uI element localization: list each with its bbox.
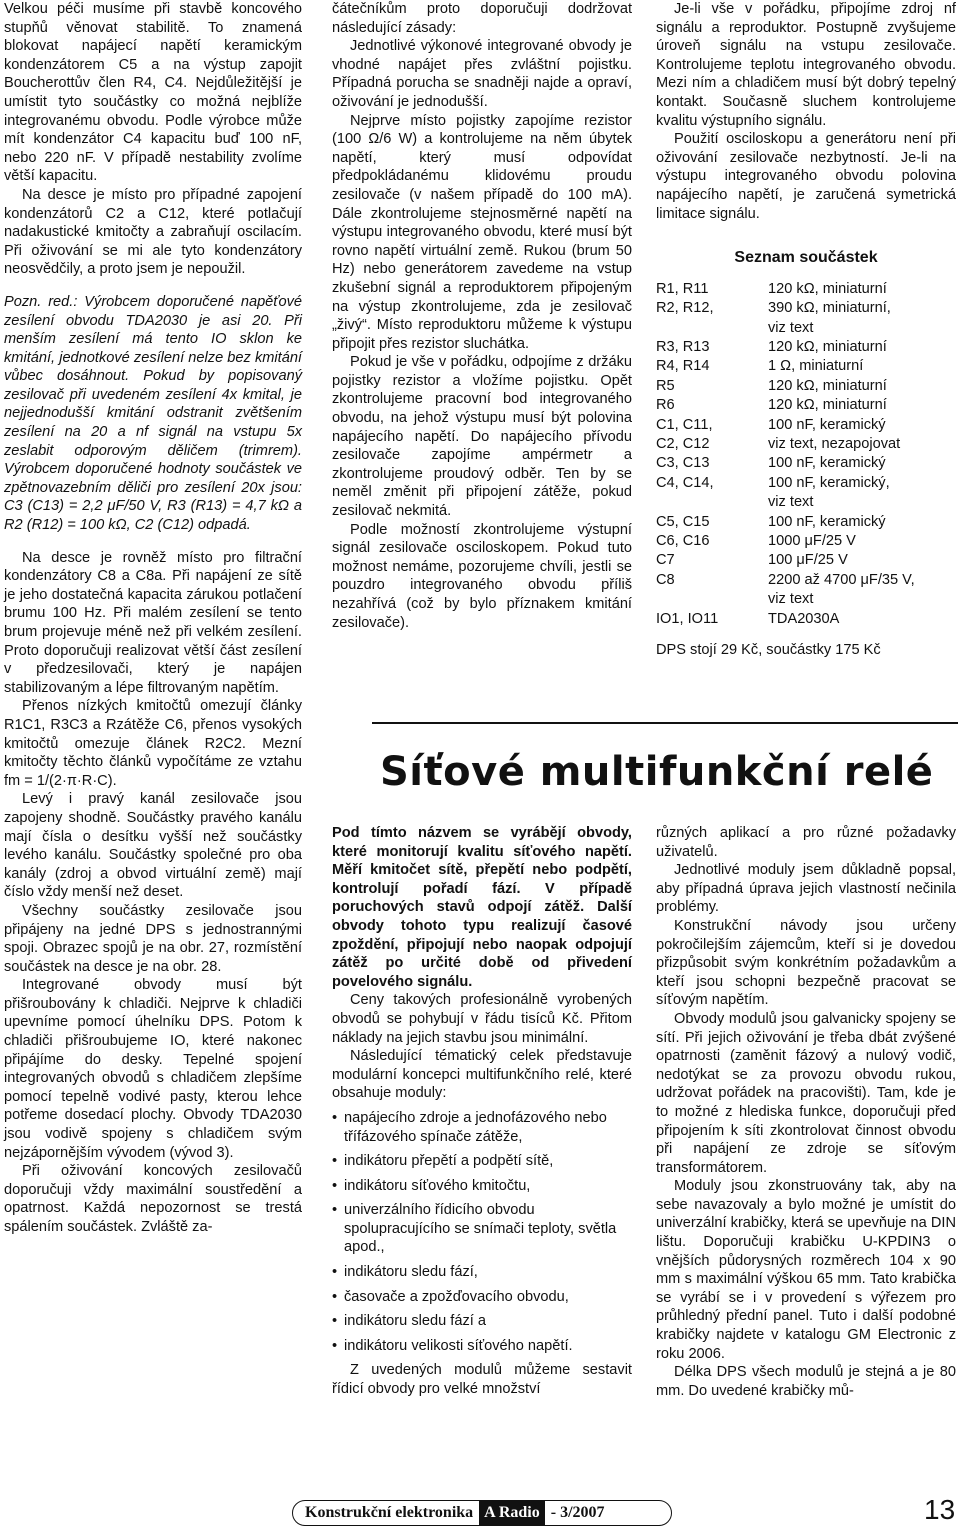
- part-value: viz text: [768, 319, 814, 336]
- part-value: 100 nF, keramický,: [768, 474, 890, 491]
- page-number: 13: [924, 1494, 956, 1525]
- part-ref: C8: [656, 571, 675, 588]
- paragraph: Na desce je místo pro případné zapojení kondenzátorů C2 a C12, které potlačují nadakustické kmitočty a zabraňují oscilacím. Při oživování se mi ale tyto kondenzátory neosvědčily, a proto jsem je nepoužil.: [4, 186, 302, 278]
- paragraph: Všechny součástky zesilovače jsou připájeny na jedné DPS s jednostrannými spoji. Obrazec spojů je na obr. 27, rozmístění součástek na desce je na obr. 28.: [4, 902, 302, 975]
- paragraph: Na desce je rovněž místo pro filtrační kondenzátory C8 a C8a. Při napájení ze sítě je jeho dostatečná kapacita zárukou potlačení brumu 100 Hz. Při malém zesílení se tento brum projevuje méně než při velkém zesílení. Proto doporučuji realizovat větší část zesílení v předzesilovači, který je napájen stabilizovaným a lépe filtrovaným napětím.: [4, 549, 302, 696]
- paragraph: různých aplikací a pro různé požadavky uživatelů.: [656, 825, 956, 860]
- footer-issue: - 3/2007: [550, 1504, 605, 1521]
- part-ref: C6, C16: [656, 533, 710, 549]
- paragraph: Velkou péči musíme při stavbě koncového stupňů věnovat stabilitě. To znamená blokovat napájecí napětí keramickým kondenzátorem C5 a na výstup zapojit Boucherottův člen R4, C4. Nejdůležitější je umístit tyto součástky co možná nejblíže integrovanému obvodu. Podle výrobce může mít kondenzátor C4 kapacitu buď 100 nF, nebo 220 nF. V případě nestability zvolíme větší kapacitu.: [4, 1, 302, 185]
- paragraph: Pokud je vše v pořádku, odpojíme z držáku pojistky rezistor a vložíme pojistku. Opět zkontrolujeme pracovní bod integrovaného obvodu, na jehož výstupu musí být polovina napájecího napětí. Do napájecího přívodu zesilovače zapojíme ampérmetr a zkontrolujeme proudový odběr. Ten by se neměl změnit při připojení zátěže, pokud zesilovač nekmitá.: [332, 354, 632, 520]
- paragraph: Délka DPS všech modulů je stejná a je 80 mm. Do uvedené krabičky mů-: [656, 1364, 956, 1399]
- part-ref: [656, 493, 768, 512]
- part-ref: R3, R13: [656, 338, 710, 355]
- paragraph: Levý i pravý kanál zesilovače jsou zapojeny shodně. Součástky pravého kanálu mají čísla o desítku vyšší než součástky levého kanálu. Součástky společné pro oba kanály (zdroj a obvod virtuální země) mají číslo vždy menší než deset.: [4, 791, 302, 901]
- part-value: 120 kΩ, miniaturní: [768, 397, 887, 414]
- paragraph: Nejprve místo pojistky zapojíme rezistor (100 Ω/6 W) a kontrolujeme na něm úbytek napětí, který musí odpovídat předpokládanému klidovému proudu zesilovače (v našem případě do 100 mA). Dále zkontrolujeme stejnosměrné napětí na výstupu integrovaného obvodu, které musí být rovno napětí virtuální země. Rukou (brum 50 Hz) nebo generátorem zavedeme na vstup zkušební signál a reproduktorem připojeným na výstup zkontrolujeme, zda je zesilovač „živý“. Místo reproduktoru můžeme k výstupu připojit přes rezistor sluchátka.: [332, 112, 632, 352]
- part-value: viz text, nezapojovat: [768, 435, 901, 452]
- footer-magazine-name: Konstrukční elektronika: [305, 1504, 474, 1521]
- part-value: 100 nF, keramický: [768, 455, 886, 472]
- price-note: DPS stojí 29 Kč, součástky 175 Kč: [656, 642, 881, 659]
- part-ref: C1, C11,: [656, 416, 713, 433]
- paragraph: Přenos nízkých kmitočtů omezují články R1C1, R3C3 a Rzátěže C6, přenos vysokých kmitočtů omezuje článek R2C2. Mezní kmitočty těchto článků vypočítáme ze vztahu fm = 1/(2·π·R·C).: [4, 698, 302, 789]
- list-item: • indikátoru sledu fází a: [332, 1312, 632, 1331]
- part-ref: R4, R14: [656, 358, 710, 375]
- parts-list: [656, 280, 956, 629]
- list-item: • indikátoru velikosti síťového napětí.: [332, 1337, 632, 1356]
- footer-box: [292, 1500, 672, 1526]
- paragraph: Obvody modulů jsou galvanicky spojeny se sítí. Při jejich oživování je třeba dbát zvýšené opatrnosti (zaměnit fázový a nulový vodič, nedotýkat se za provozu obvodu rukou, udržovat pořádek na pracovišti). Tam, kde je to možné z hlediska funkce, doporučuji před připojením k síti zkontrolovat činnost obvodu při napájení ze zdroje se síťovým transformátorem.: [656, 1010, 956, 1176]
- footer-magazine-brand: A Radio: [479, 1501, 545, 1525]
- editor-note: Pozn. red.: Výrobcem doporučené napěťové zesílení obvodu TDA2030 je asi 20. Při menším zesílení má tento IO sklon ke kmitání, jednotkové zesílení nelze bez kmitání vůbec dosáhnout. Pokud by popisovaný zesilovač při uvedeném zesílení 4x kmital, je nejjednodušší kmitání odstranit zvětšením zesílení na 20 a nf signál na vstupu 5x zeslabit odporovým děličem (trimrem). Výrobcem doporučené hodnoty součástek ve zpětnovazebním děliči pro zesílení 20x jsou: C3 (C13) = 2,2 μF/50 V, R3 (R13) = 4,7 kΩ a R2 (R12) = 100 kΩ, C2 (C12) odpadá.: [4, 293, 302, 534]
- paragraph: Podle možností zkontrolujeme výstupní signál zesilovače osciloskopem. Pokud tuto možnost nemáme, pozorujeme chvíli, jestli se pouzdro integrovaného obvodu příliš nezahřívá (což by bylo příznakem kmitání zesilovače).: [332, 521, 632, 631]
- part-value: TDA2030A: [768, 610, 840, 627]
- paragraph: Při oživování koncových zesilovačů doporučuji vždy maximální soustředění a opatrnost. Každá nepozornost se trestá spálením součástek. Zvláště za-: [4, 1163, 302, 1235]
- module-list: [332, 1109, 632, 1356]
- paragraph: Moduly jsou zkonstruovány tak, aby na sebe navazovaly a bylo možné je umístit do univerzální krabičky, která se upevňuje na DIN lištu. Doporučuji krabičku U-KPDIN3 o vnějších půdorysných rozměrech 104 x 90 mm s maximální výškou 65 mm. Tato krabička se vyrábí se i v provedení s výřezem pro průhledný přední panel. Tuto i další podobné krabičky najdete v katalogu GM Electronic z roku 2006.: [656, 1178, 956, 1362]
- part-value: 1 Ω, miniaturní: [768, 358, 864, 375]
- list-item: • indikátoru sledu fází,: [332, 1263, 632, 1282]
- column-2: [332, 0, 632, 632]
- list-item: • indikátoru síťového kmitočtu,: [332, 1177, 632, 1196]
- paragraph: Konstrukční návody jsou určeny pokročilejším zájemcům, kteří si je dovedou přizpůsobit svým konkrétním požadavkům a kteří jsou schopni bezpečně pracovat se síťovým napětím.: [656, 917, 956, 1009]
- part-value: viz text: [768, 591, 814, 608]
- part-ref: R2, R12,: [656, 300, 714, 317]
- part-value: 2200 až 4700 μF/35 V,: [768, 571, 915, 588]
- part-ref: R6: [656, 397, 675, 414]
- article-separator: [372, 722, 958, 724]
- part-ref: C2, C12: [656, 435, 710, 452]
- paragraph: Jednotlivé moduly jsem důkladně popsal, aby případná úprava jejich vlastností nečinila problémy.: [656, 862, 956, 916]
- part-ref: [656, 590, 768, 609]
- paragraph: Ceny takových profesionálně vyrobených obvodů se pohybují v řádu tisíců Kč. Přitom náklady na jejich stavbu jsou minimální.: [332, 992, 632, 1046]
- article-title: Síťové multifunkční relé: [380, 749, 934, 795]
- part-value: 1000 μF/25 V: [768, 533, 856, 549]
- part-value: viz text: [768, 494, 814, 511]
- part-ref: R5: [656, 377, 675, 394]
- paragraph: Následující tématický celek představuje modulární koncepci multifunkčního relé, které obsahuje moduly:: [332, 1048, 632, 1102]
- column-1: [4, 0, 302, 1237]
- part-ref: C4, C14,: [656, 474, 714, 491]
- list-item: • časovače a zpožďovacího obvodu,: [332, 1288, 632, 1307]
- part-value: 390 kΩ, miniaturní,: [768, 300, 891, 317]
- paragraph: čátečníkům proto doporučuji dodržovat následující zásady:: [332, 1, 632, 36]
- article-lead: Pod tímto názvem se vyrábějí obvody, které monitorují kvalitu síťového napětí. Měří kmitočet sítě, přepětí nebo podpětí, kontrolují pořadí fází. V případě poruchových stavů odpojí zátěž. Další obvody tohoto typu realizují časové zpoždění, připojují nebo naopak odpojují zátěž po určité době od přivedení povelového signálu.: [332, 825, 632, 990]
- part-ref: C3, C13: [656, 455, 710, 472]
- part-ref: [656, 319, 768, 338]
- part-value: 100 μF/25 V: [768, 552, 848, 569]
- paragraph: Integrované obvody musí být přišroubovány k chladiči. Nejprve k chladiči upevníme pomocí úhelníku DPS. Potom k chladiči přišroubujeme IO, které nakonec připájíme do desky. Tepelné spojení integrovaných obvodů s chladičem zlepšíme pomocí tepelně vodivé pasty, kterou lehce potřeme dosedací plochy. Obvody TDA2030 jsou vodivě spojeny s chladičem svým nejzápornějším vývodem (vývod 3).: [4, 977, 302, 1161]
- article-column-1: [332, 824, 632, 1399]
- part-value: 120 kΩ, miniaturní: [768, 377, 887, 394]
- paragraph: Jednotlivé výkonové integrované obvody je vhodné napájet přes zvláštní pojistku. Případná porucha se snadněji najde a opraví, oživování je jednodušší.: [332, 38, 632, 110]
- part-value: 100 nF, keramický: [768, 416, 886, 433]
- article-column-2: [656, 824, 956, 1400]
- part-value: 100 nF, keramický: [768, 513, 886, 530]
- paragraph: Z uvedených modulů můžeme sestavit řídicí obvody pro velké množství: [332, 1362, 632, 1398]
- parts-list-heading: Seznam součástek: [734, 249, 878, 267]
- part-ref: IO1, IO11: [656, 610, 719, 627]
- part-ref: C7: [656, 552, 675, 569]
- paragraph: Použití osciloskopu a generátoru není při oživování zesilovače nezbytností. Je-li na výstupu integrovaného obvodu polovina napájecího napětí, je zaručená symetrická limitace signálu.: [656, 131, 956, 222]
- list-item: • univerzálního řídicího obvodu spolupracujícího se snímači teploty, světla apod.,: [332, 1201, 632, 1257]
- part-value: 120 kΩ, miniaturní: [768, 338, 887, 355]
- magazine-footer: [292, 1500, 672, 1526]
- part-value: 120 kΩ, miniaturní: [768, 280, 887, 297]
- part-ref: C5, C15: [656, 513, 710, 530]
- paragraph: Je-li vše v pořádku, připojíme zdroj nf signálu a reproduktor. Postupně zvyšujeme úroveň signálu na vstupu zesilovače. Kontrolujeme teplotu integrovaného obvodu. Mezi ním a chladičem musí být dobrý tepelný kontakt. Současně sluchem kontrolujeme kvalitu výstupního signálu.: [656, 1, 956, 129]
- list-item: • napájecího zdroje a jednofázového nebo třífázového spínače zátěže,: [332, 1109, 632, 1146]
- part-ref: R1, R11: [656, 280, 709, 297]
- column-3: [656, 0, 956, 660]
- list-item: • indikátoru přepětí a podpětí sítě,: [332, 1152, 632, 1171]
